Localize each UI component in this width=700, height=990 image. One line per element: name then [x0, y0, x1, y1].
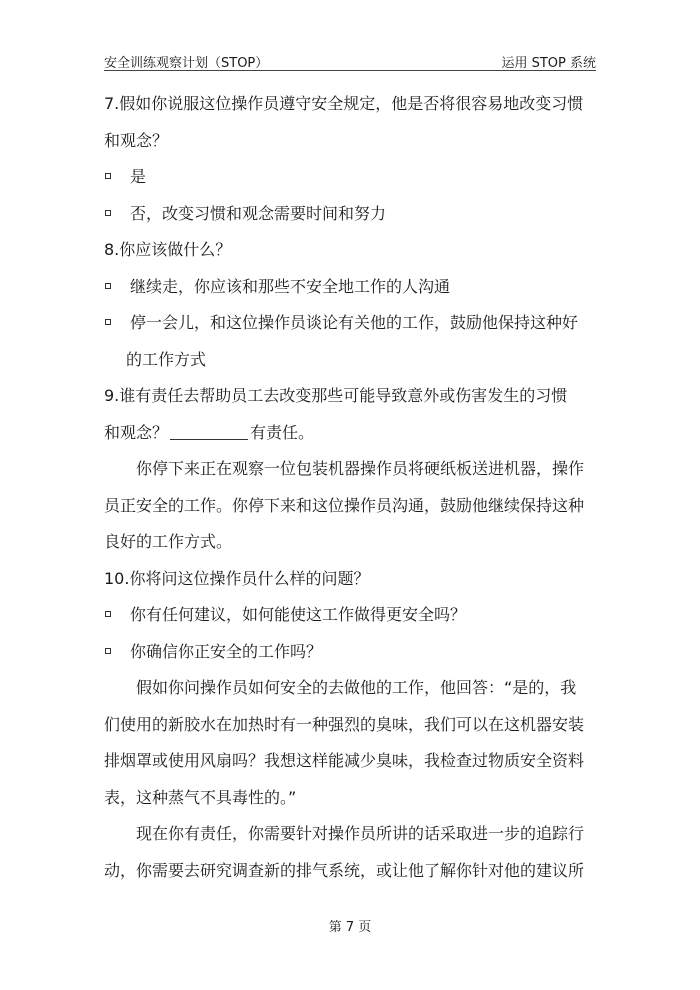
option-label: 继续走，你应该和那些不安全地工作的人沟通	[130, 276, 451, 296]
checkbox-icon[interactable]	[105, 283, 111, 289]
checkbox-icon[interactable]	[105, 319, 111, 325]
option-label: 是	[130, 167, 147, 186]
question-8-option-2[interactable]	[104, 307, 599, 344]
checkbox-icon[interactable]	[105, 210, 111, 216]
paragraph-1-line-3: 良好的工作方式。	[104, 532, 233, 551]
checkbox-icon[interactable]	[105, 648, 111, 654]
checkbox-icon[interactable]	[105, 611, 111, 617]
paragraph-2-line-1: 假如你问操作员如何安全的去做他的工作，他回答：“是的，我	[136, 678, 577, 697]
paragraph-3-line-1: 现在你有责任，你需要针对操作员所讲的话采取进一步的追踪行	[136, 824, 585, 843]
checkbox-icon[interactable]	[105, 173, 111, 179]
question-10-option-2[interactable]	[104, 636, 599, 673]
question-10: 10.你将问这位操作员什么样的问题？	[104, 568, 370, 588]
paragraph-1-line-2: 员正安全的工作。你停下来和这位操作员沟通，鼓励他继续保持这种	[104, 495, 585, 515]
question-7-line-1: 7.假如你说服这位操作员遵守安全规定，他是否将很容易地改变习惯	[104, 94, 584, 113]
question-7-line-2: 和观念？	[104, 130, 169, 150]
answer-blank[interactable]	[170, 423, 248, 440]
question-8-option-2-continued: 的工作方式	[126, 349, 207, 369]
question-7-option-yes[interactable]	[104, 161, 599, 198]
question-8-option-1[interactable]	[104, 271, 599, 308]
header-document-title: 安全训练观察计划（STOP）	[104, 56, 269, 71]
paragraph-1-line-1: 你停下来正在观察一位包装机器操作员将硬纸板送进机器，操作	[136, 459, 585, 478]
option-label: 你确信你正安全的工作吗？	[130, 641, 323, 661]
question-9-prefix: 和观念？	[104, 422, 169, 442]
page-body	[104, 88, 599, 891]
paragraph-2-line-4: 表，这种蒸气不具毒性的。”	[104, 787, 297, 807]
option-label: 你有任何建议，如何能使这工作做得更安全吗？	[130, 605, 467, 624]
header-section-title: 运用 STOP 系统	[501, 56, 596, 71]
question-7-option-no[interactable]	[104, 198, 599, 235]
question-9-line-1: 9.谁有责任去帮助员工去改变那些可能导致意外或伤害发生的习惯	[104, 386, 568, 405]
option-label: 否，改变习惯和观念需要时间和努力	[130, 203, 387, 223]
question-10-option-1[interactable]	[104, 599, 599, 636]
question-8: 8.你应该做什么？	[104, 240, 232, 259]
paragraph-2-line-3: 排烟罩或使用风扇吗？我想这样能减少臭味，我检查过物质安全资料	[104, 751, 585, 770]
question-9-line-2	[104, 417, 599, 454]
option-label: 停一会儿，和这位操作员谈论有关他的工作，鼓励他保持这种好	[130, 313, 579, 332]
page-number: 第 7 页	[328, 920, 372, 935]
paragraph-3-line-2: 动，你需要去研究调查新的排气系统，或让他了解你针对他的建议所	[104, 860, 585, 880]
page-header	[104, 50, 596, 71]
paragraph-2-line-2: 们使用的新胶水在加热时有一种强烈的臭味，我们可以在这机器安装	[104, 714, 585, 734]
question-9-suffix: 有责任。	[250, 422, 315, 442]
